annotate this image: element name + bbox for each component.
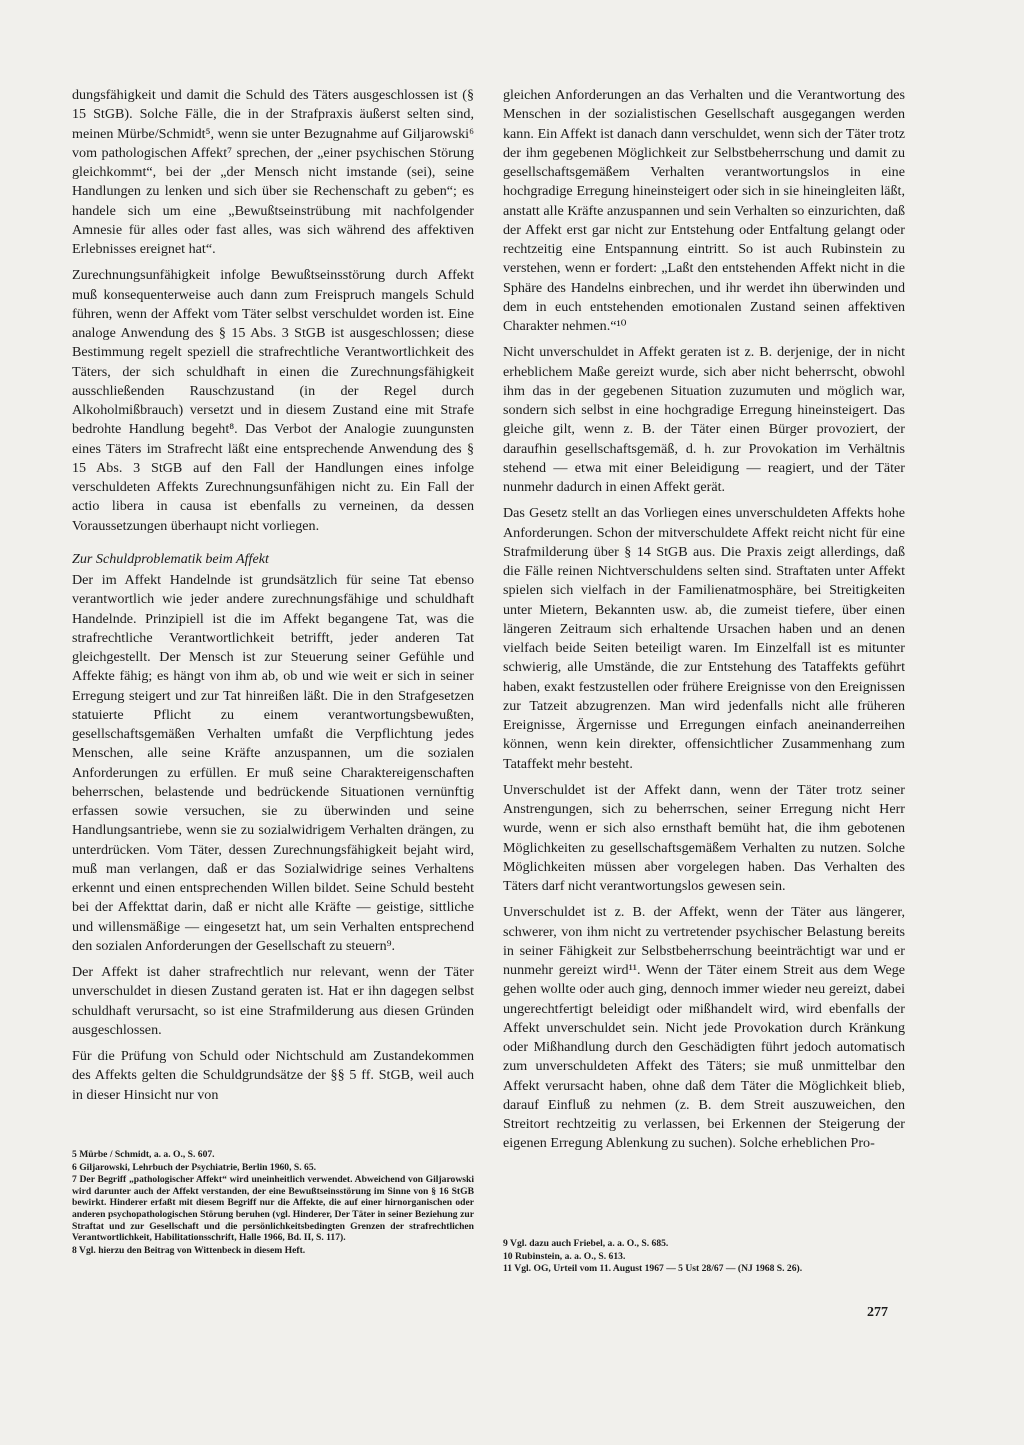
section-heading: Zur Schuldproblematik beim Affekt (72, 550, 269, 567)
paragraph: Für die Prüfung von Schuld oder Nichtschuld am Zustandekommen des Affekts gelten die Schuldgrundsätze der §§ 5 ff. StGB, weil auch in dieser Hinsicht nur von (72, 1048, 474, 1103)
paragraph: gleichen Anforderungen an das Verhalten und die Verantwortung des Menschen in der sozialistischen Gesellschaft ausgegangen werden kann. Ein Affekt ist danach dann verschuldet, wenn sich der Täter trotz der ihm gegebenen Möglichkeit zur Selbstbeherrschung und damit zu gesellschaftsgemäßem Verhalten verantwortungslos in eine hochgradige Erregung hineinsteigert oder sich in sie hineingleiten läßt, anstatt alle Kräfte anzuspannen und sein Verhalten so einzurichten, daß der Affekt erst gar nicht zur Entstehung oder Entfaltung gelangt oder rechtzeitig eine Entspannung eintritt. So ist auch Rubinstein zu verstehen, wenn er fordert: „Laßt den entstehenden Affekt nicht in die Sphäre des Handelns einbrechen, und ihr werdet ihn überwinden und dem in euch entstehenden emotionalen Zustand seinen affektiven Charakter nehmen.“¹⁰ (503, 87, 905, 334)
footnotes-left (72, 1149, 474, 1257)
paragraph: Nicht unverschuldet in Affekt geraten ist z. B. derjenige, der in nicht erheblichem Maße gereizt wurde, sich aber nicht beherrscht, obwohl ihm das in der gegebenen Situation zuzumuten und möglich war, sondern sich selbst in eine hochgradige Erregung hineinsteigert. Das gleiche gilt, wenn z. B. der Täter einen Bürger provoziert, der daraufhin gesellschaftsgemäß, d. h. zur Provokation im Verhältnis stehend — etwa mit einer Beleidigung — reagiert, und der Täter nunmehr dadurch in einen Affekt gerät. (503, 344, 905, 495)
paragraph: Das Gesetz stellt an das Vorliegen eines unverschuldeten Affekts hohe Anforderungen. Schon der mitverschuldete Affekt reicht nicht für eine Strafmilderung über § 14 StGB aus. Die Praxis zeigt allerdings, daß die Fälle reinen Nichtverschuldens selten sind. Straftaten unter Affekt spielen sich vielfach in der Familienatmosphäre, bei Streitigkeiten unter Mietern, Bekannten usw. ab, die zumeist tiefere, über einen längeren Zeitraum sich erhaltende Ursachen haben und an denen vielfach beide Seiten beteiligt waren. Im Einzelfall ist es mitunter schwierig, alle Umstände, die zur Entstehung des Tataffekts geführt haben, exakt festzustellen oder frühere Ereignisse von den Ereignissen zur Tatzeit abzugrenzen. Man wird jedenfalls nicht alle früheren Ereignisse, Ärgernisse und Erregungen einfach aneinanderreihen können, wenn kein direkter, offensichtlicher Zusammenhang zum Tataffekt mehr besteht. (503, 505, 905, 772)
footnote: 8 Vgl. hierzu den Beitrag von Wittenbeck in diesem Heft. (72, 1244, 306, 1256)
paragraph: Unverschuldet ist z. B. der Affekt, wenn der Täter aus längerer, schwerer, von ihm nicht zu vertretender psychischer Belastung bereits in seiner Fähigkeit zur Selbstbeherrschung beeinträchtigt war und er nunmehr gereizt wird¹¹. Wenn der Täter einem Streit aus dem Wege gehen wollte oder auch ging, dennoch immer wieder neu gereizt, dabei ungerechtfertigt beleidigt oder mißhandelt wird, wird ebenfalls der Affekt unverschuldet sein. Nicht jede Provokation durch Kränkung oder Mißhandlung durch den Geschädigten führt jedoch automatisch zum unverschuldeten Affekt des Täters; sie muß unmittelbar den Affekt verursacht haben, ohne daß dem Täter die Möglichkeit blieb, darauf Einfluß zu nehmen (z. B. dem Streit auszuweichen, den Streitort rechtzeitig zu verlassen, bei Erkennen der Steigerung der eigenen Erregung Ablenkung zu suchen). Solche erheblichen Pro- (503, 904, 905, 1152)
paragraph: Der Affekt ist daher strafrechtlich nur relevant, wenn der Täter unverschuldet in diesen Zustand geraten ist. Hat er ihn dagegen selbst schuldhaft verursacht, so ist eine Strafmilderung aus diesen Gründen ausgeschlossen. (72, 964, 474, 1038)
footnote: 9 Vgl. dazu auch Friebel, a. a. O., S. 685. (503, 1238, 669, 1249)
right-column (503, 86, 905, 1161)
footnote: 6 Giljarowski, Lehrbuch der Psychiatrie, Berlin 1960, S. 65. (72, 1161, 317, 1173)
page-number: 277 (867, 1305, 888, 1320)
paragraph: Unverschuldet ist der Affekt dann, wenn der Täter trotz seiner Anstrengungen, sich zu beherrschen, seiner Erregung nicht Herr wurde, wenn er sich also ernsthaft bemüht hat, die ihm gebotenen Möglichkeiten zu gesellschaftsgemäßem Verhalten zu nutzen. Solche Möglichkeiten müssen aber vorgelegen haben. Das Verhalten des Täters darf nicht verantwortungslos gewesen sein. (503, 781, 905, 894)
footnote: 11 Vgl. OG, Urteil vom 11. August 1967 — 5 Ust 28/67 — (NJ 1968 S. 26). (503, 1263, 803, 1275)
left-column (72, 86, 474, 1112)
footnote: 10 Rubinstein, a. a. O., S. 613. (503, 1250, 626, 1262)
footnote: 5 Mürbe / Schmidt, a. a. O., S. 607. (72, 1149, 215, 1160)
paragraph: Zurechnungsunfähigkeit infolge Bewußtseinsstörung durch Affekt muß konsequenterweise auch dann zum Freispruch mangels Schuld führen, wenn der Affekt vom Täter selbst verschuldet worden ist. Eine analoge Anwendung des § 15 Abs. 3 StGB ist ausgeschlossen; diese Bestimmung regelt speziell die strafrechtliche Verantwortlichkeit des Täters, der sich schuldhaft in einen die Zurechnungsfähigkeit ausschließenden Rauschzustand (in der Regel durch Alkoholmißbrauch) versetzt und in diesem Zustand eine mit Strafe bedrohte Handlung begeht⁸. Das Verbot der Analogie zuungunsten eines Täters im Strafrecht läßt eine entsprechende Anwendung des § 15 Abs. 3 StGB auf den Fall der Handlungen eines infolge verschuldeten Affekts Zurechnungsunfähigen nicht zu. Ein Fall der actio libera in causa ist ebenfalls zu verneinen, da dessen Voraussetzungen überhaupt nicht vorliegen. (72, 267, 474, 534)
paragraph: Der im Affekt Handelnde ist grundsätzlich für seine Tat ebenso verantwortlich wie jeder andere zurechnungsfähige und schuldhaft Handelnde. Prinzipiell ist die im Affekt begangene Tat, was die strafrechtliche Verantwortlichkeit betrifft, jeder anderen Tat gleichgestellt. Der Mensch ist zur Steuerung seiner Gefühle und Affekte fähig; es hängt von ihm ab, ob und wie weit er sich in seiner Erregung steigert und zur Tat hinreißen läßt. Die in den Strafgesetzen statuierte Pflicht zu einem verantwortungsbewußten, gesellschaftsgemäßen Verhalten umfaßt die Verpflichtung jedes Menschen, alle seine Kräfte anzuspannen, um die sozialen Anforderungen zu erfüllen. Er muß seine Charaktereigenschaften beherrschen, belastende und bedrückende Situationen vernünftig erfassen sowie versuchen, sie zu überwinden und seine Handlungsantriebe, wenn sie zu sozialwidrigem Verhalten drängen, zu unterdrücken. Vom Täter, dessen Zurechnungsfähigkeit bejaht wird, muß man verlangen, daß er das Sozialwidrige seines Verhaltens erkennt und einen entsprechenden Willen bildet. Seine Schuld besteht bei der Affekttat darin, daß er nicht alle Kräfte — geistige, sittliche und willensmäßige — eingesetzt hat, um sein Verhalten entsprechend den sozialen Anforderungen der Gesellschaft zu steuern⁹. (72, 572, 474, 954)
footnotes-right (503, 1238, 905, 1276)
paragraph: dungsfähigkeit und damit die Schuld des Täters ausgeschlossen ist (§ 15 StGB). Solche Fälle, die in der Strafpraxis äußerst selten sind, meinen Mürbe/Schmidt⁵, wenn sie unter Bezugnahme auf Giljarowski⁶ vom pathologischen Affekt⁷ sprechen, der „einer psychischen Störung gleichkommt“, bei der „der Mensch nicht imstande (sei), seine Handlungen zu lenken und sich über sie Rechenschaft zu geben“; es handele sich um eine „Bewußtseinstrübung mit nachfolgender Amnesie für alles oder fast alles, was sich während des affektiven Erlebnisses ereignet hat“. (72, 87, 474, 257)
footnote: 7 Der Begriff „pathologischer Affekt“ wird uneinheitlich verwendet. Abweichend von Giljarowski wird darunter auch der Affekt verstanden, der eine Bewußtseinsstörung im Sinne von § 16 StGB bewirkt. Hinderer erfaßt mit diesem Begriff nur die Affekte, die auf einer hirnorganischen oder anderen psychopathologischen Störung beruhen (vgl. Hinderer, Der Täter in seiner Beziehung zur Straftat und zur Gesellschaft und die persönlichkeitsbedingten Grenzen der strafrechtlichen Verantwortlichkeit, Habilitationsschrift, Halle 1966, Bd. II, S. 117). (72, 1174, 474, 1244)
